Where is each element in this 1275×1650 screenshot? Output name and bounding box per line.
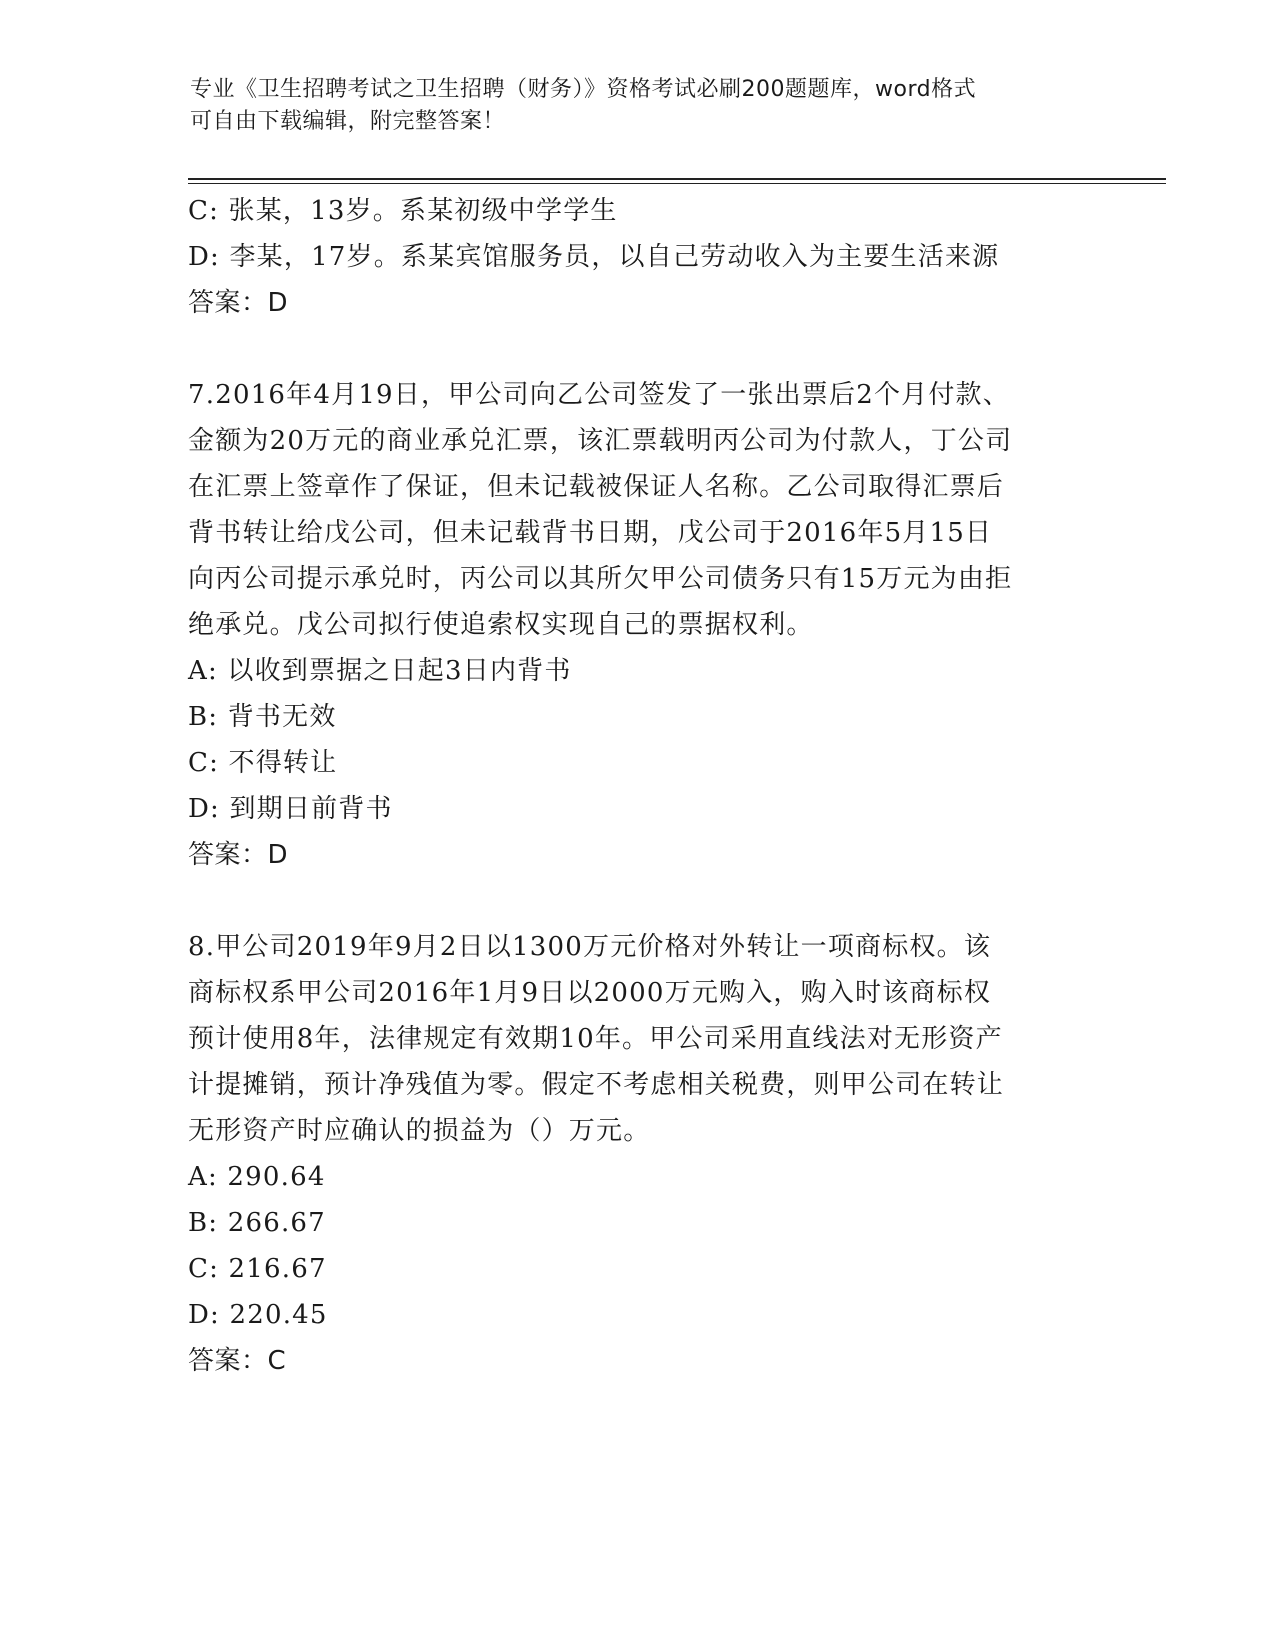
header-divider-thin: [188, 183, 1166, 184]
question-7-block: [188, 372, 1088, 878]
option-d: D: 李某，17岁。系某宾馆服务员，以自己劳动收入为主要生活来源: [188, 242, 1000, 272]
question-8-text-line: 商标权系甲公司2016年1月9日以2000万元购入，购入时该商标权: [188, 978, 992, 1008]
question-7-text-line: 7.2016年4月19日，甲公司向乙公司签发了一张出票后2个月付款、: [188, 380, 1010, 410]
option-c: C: 张某，13岁。系某初级中学学生: [188, 196, 618, 226]
option-b: B: 背书无效: [188, 702, 337, 732]
question-8-text-line: 8.甲公司2019年9月2日以1300万元价格对外转让一项商标权。该: [188, 932, 992, 962]
header-title-line-2: 可自由下载编辑，附完整答案！: [190, 109, 506, 134]
question-8-text-line: 无形资产时应确认的损益为（）万元。: [188, 1116, 651, 1146]
option-d: D: 220.45: [188, 1300, 328, 1330]
page-header: [190, 74, 1090, 138]
option-d: D: 到期日前背书: [188, 794, 393, 824]
option-c: C: 不得转让: [188, 748, 338, 778]
prev-question-block: [188, 188, 1088, 326]
answer-label: 答案：C: [188, 1346, 287, 1376]
question-8-text-line: 计提摊销，预计净残值为零。假定不考虑相关税费，则甲公司在转让: [188, 1070, 1005, 1100]
option-a: A: 290.64: [188, 1162, 326, 1192]
header-title-line-1: 专业《卫生招聘考试之卫生招聘（财务）》资格考试必刷200题题库，word格式: [190, 77, 977, 102]
question-8-block: [188, 924, 1088, 1384]
option-c: C: 216.67: [188, 1254, 327, 1284]
option-a: A: 以收到票据之日起3日内背书: [188, 656, 572, 686]
question-7-text-line: 背书转让给戊公司，但未记载背书日期，戊公司于2016年5月15日: [188, 518, 993, 548]
question-7-text-line: 金额为20万元的商业承兑汇票，该汇票载明丙公司为付款人，丁公司: [188, 426, 1013, 456]
option-b: B: 266.67: [188, 1208, 326, 1238]
question-8-text-line: 预计使用8年，法律规定有效期10年。甲公司采用直线法对无形资产: [188, 1024, 1003, 1054]
answer-label: 答案：D: [188, 840, 289, 870]
header-divider-thick: [188, 178, 1166, 180]
spacer: [188, 326, 1088, 372]
spacer: [188, 878, 1088, 924]
question-7-text-line: 绝承兑。戊公司拟行使追索权实现自己的票据权利。: [188, 610, 814, 640]
question-content: [188, 188, 1088, 1384]
question-7-text-line: 向丙公司提示承兑时，丙公司以其所欠甲公司债务只有15万元为由拒: [188, 564, 1013, 594]
question-7-text-line: 在汇票上签章作了保证，但未记载被保证人名称。乙公司取得汇票后: [188, 472, 1005, 502]
answer-label: 答案：D: [188, 288, 289, 318]
